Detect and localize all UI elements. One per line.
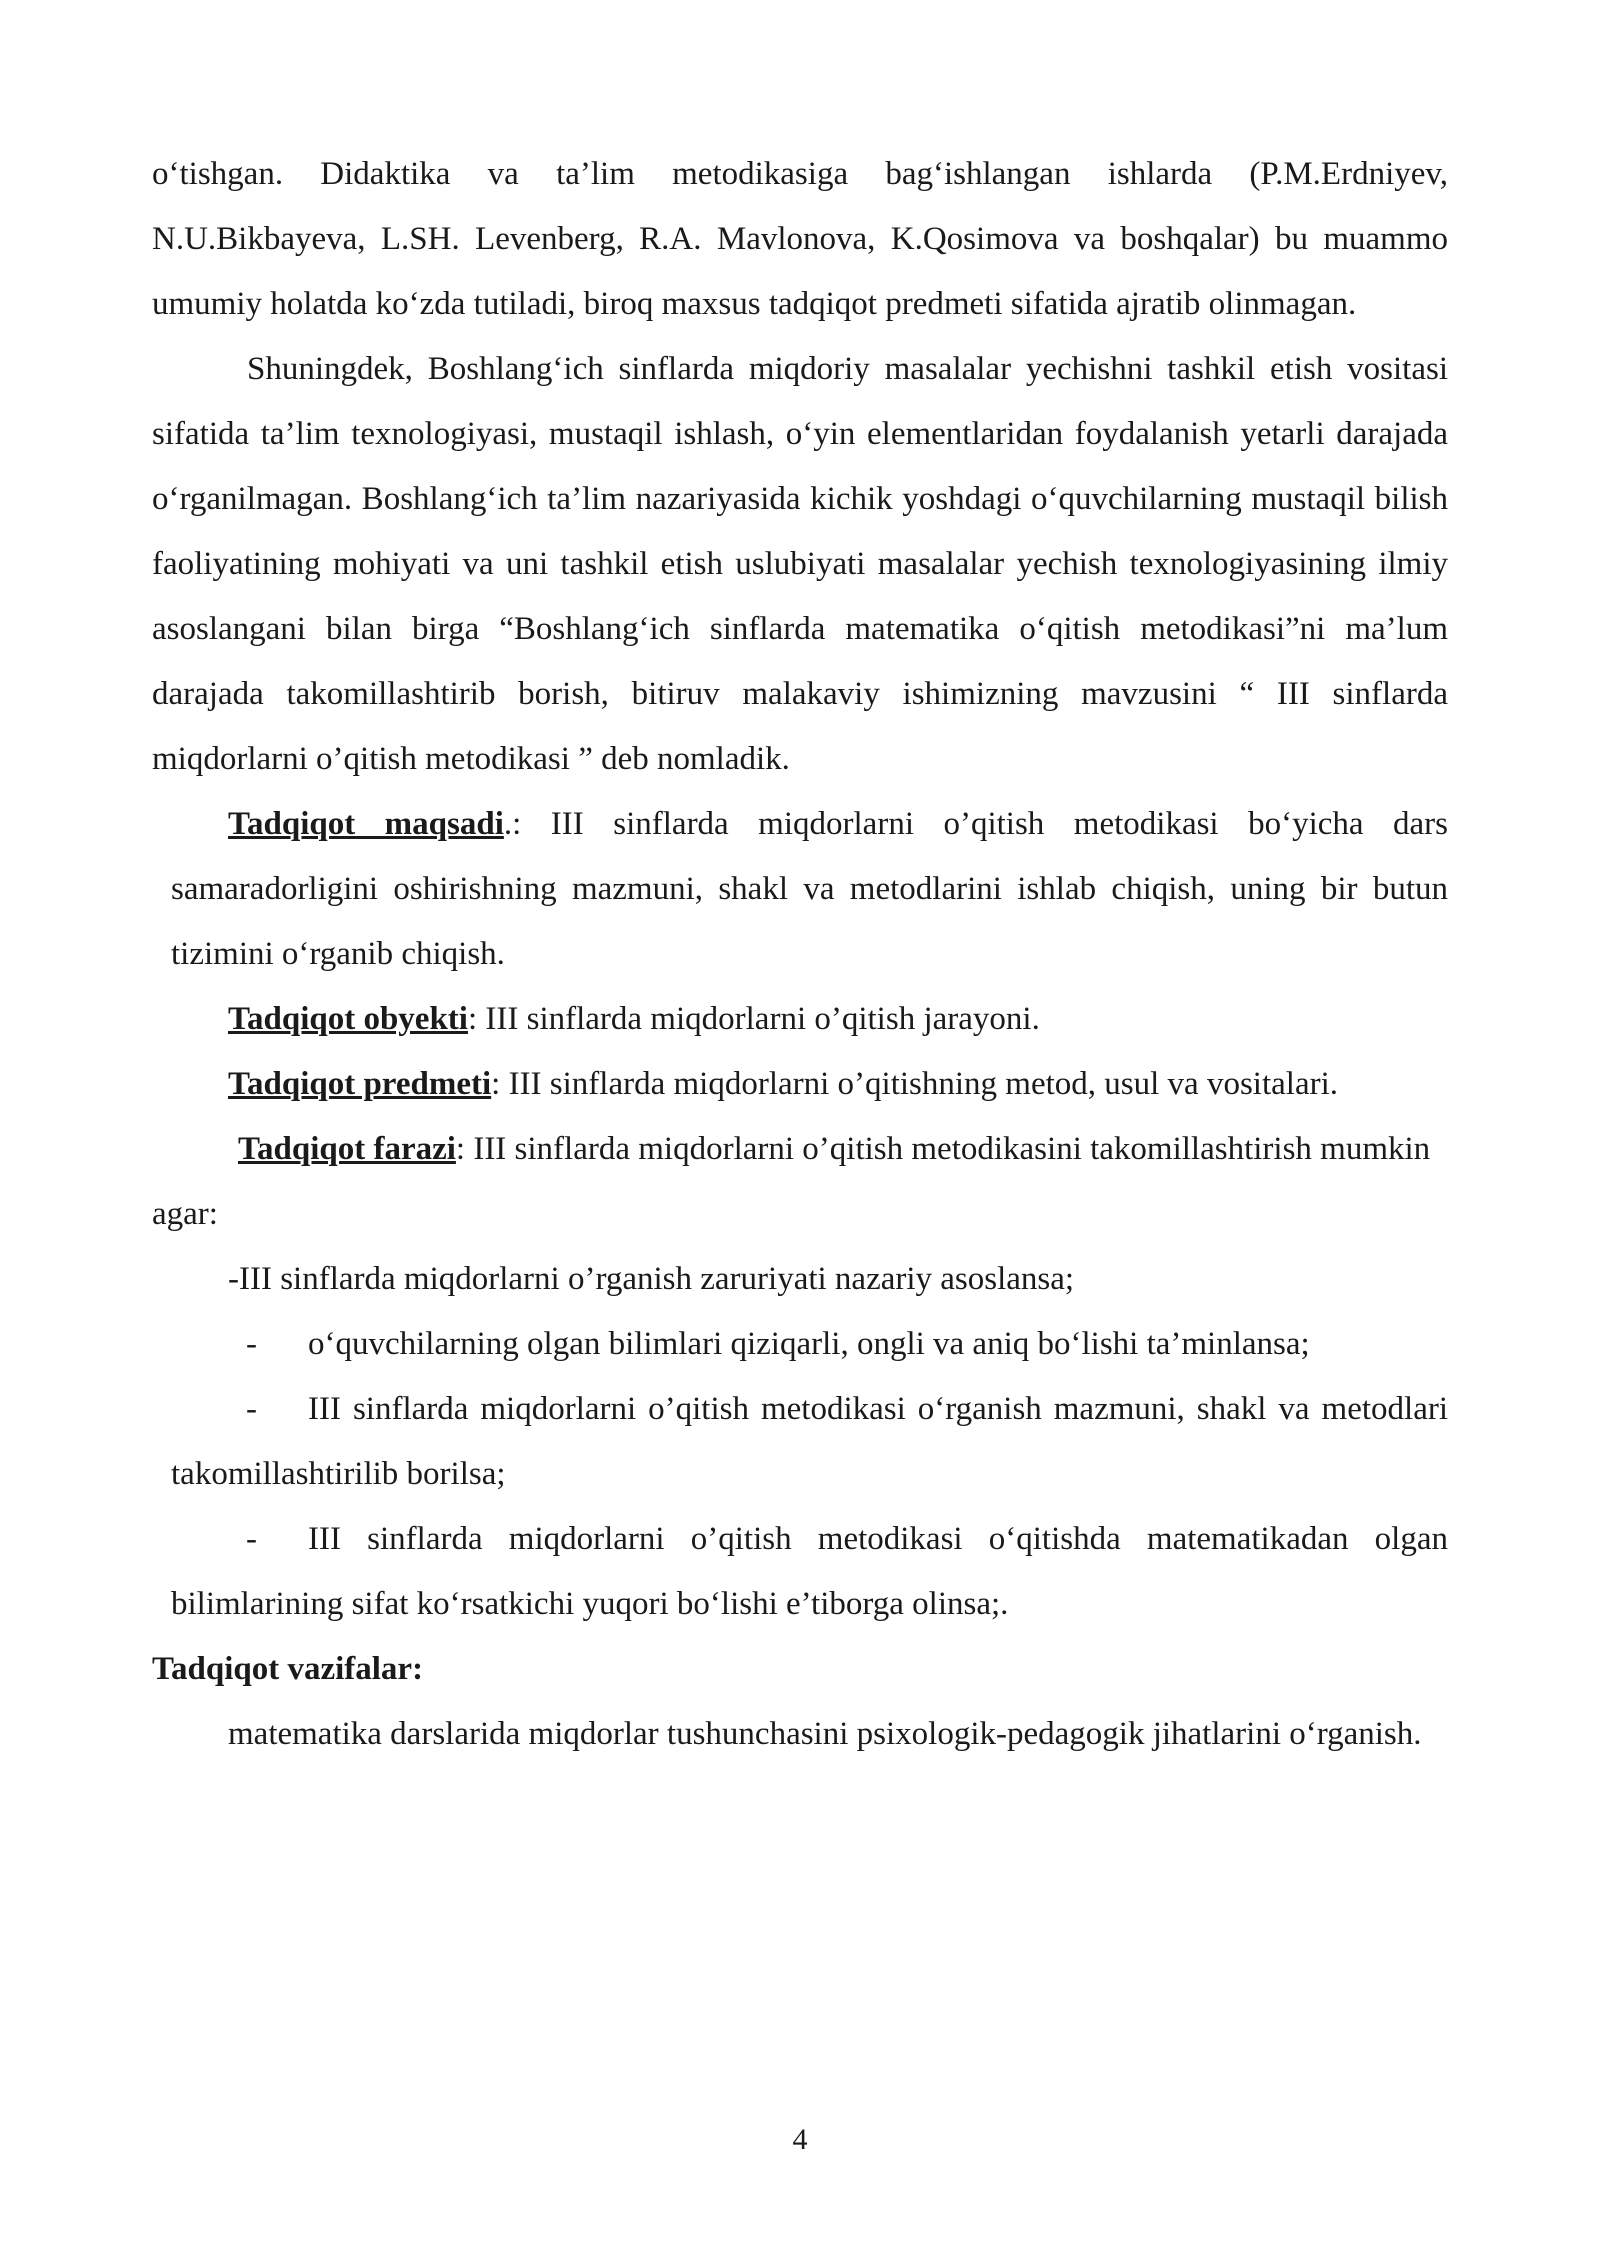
tasks-heading: Tadqiqot vazifalar: bbox=[152, 1651, 424, 1687]
hypothesis-item-text: III sinflarda miqdorlarni o’qitish metodikasi o‘qitishda matematikadan olgan bilimlarining sifat ko‘rsatkichi yuqori bo‘lishi e’tiborga olinsa;. bbox=[171, 1521, 1448, 1622]
list-dash: - bbox=[246, 1391, 257, 1427]
page-number: 4 bbox=[792, 2123, 808, 2156]
research-goal-sep: .: bbox=[503, 806, 522, 842]
research-goal-label: Tadqiqot maqsadi bbox=[228, 806, 504, 842]
hypothesis-item bbox=[152, 1312, 1448, 1377]
tasks-text: matematika darslarida miqdorlar tushunchasini psixologik-pedagogik jihatlarini o‘rganish. bbox=[228, 1716, 1422, 1752]
hypothesis-item: -III sinflarda miqdorlarni o’rganish zaruriyati nazariy asoslansa; bbox=[228, 1261, 1075, 1297]
research-hypothesis-text: III sinflarda miqdorlarni o’qitish metodikasini takomillashtirish mumkin agar: bbox=[152, 1131, 1431, 1232]
research-object-sep: : bbox=[467, 1001, 478, 1037]
research-goal bbox=[152, 792, 1448, 987]
research-subject bbox=[152, 1052, 1448, 1117]
research-hypothesis bbox=[152, 1117, 1448, 1247]
research-hypothesis-label: Tadqiqot farazi bbox=[238, 1131, 456, 1167]
research-subject-text: III sinflarda miqdorlarni o’qitishning metod, usul va vositalari. bbox=[500, 1066, 1338, 1102]
research-subject-label: Tadqiqot predmeti bbox=[228, 1066, 492, 1102]
hypothesis-item-text: o‘quvchilarning olgan bilimlari qiziqarli, ongli va aniq bo‘lishi ta’minlansa; bbox=[308, 1326, 1310, 1362]
research-subject-sep: : bbox=[491, 1066, 501, 1102]
list-dash: - bbox=[246, 1326, 257, 1362]
research-object bbox=[152, 987, 1448, 1052]
research-object-text: III sinflarda miqdorlarni o’qitish jarayoni. bbox=[477, 1001, 1040, 1037]
paragraph-intro: o‘tishgan. Didaktika va ta’lim metodikasiga bag‘ishlangan ishlarda (P.M.Erdniyev, N.U.Bikbayeva, L.SH. Levenberg, R.A. Mavlonova, K.Qosimova va boshqalar) bu muammo umumiy holatda ko‘zda tutiladi, biroq maxsus tadqiqot predmeti sifatida ajratib olinmagan. bbox=[152, 156, 1448, 322]
research-hypothesis-sep: : bbox=[455, 1131, 466, 1167]
list-dash: - bbox=[246, 1521, 257, 1557]
hypothesis-item bbox=[152, 1507, 1448, 1637]
hypothesis-item bbox=[152, 1377, 1448, 1507]
page-content bbox=[152, 142, 1448, 1767]
research-object-label: Tadqiqot obyekti bbox=[228, 1001, 468, 1037]
hypothesis-item-text: III sinflarda miqdorlarni o’qitish metodikasi o‘rganish mazmuni, shakl va metodlari takomillashtirilib borilsa; bbox=[171, 1391, 1448, 1492]
paragraph-shuningdek: Shuningdek, Boshlang‘ich sinflarda miqdoriy masalalar yechishni tashkil etish vositasi sifatida ta’lim texnologiyasi, mustaqil ishlash, o‘yin elementlaridan foydalanish yetarli darajada o‘rganilmagan. Boshlang‘ich ta’lim nazariyasida kichik yoshdagi o‘quvchilarning mustaqil bilish faoliyatining mohiyati va uni tashkil etish uslubiyati masalalar yechish texnologiyasining ilmiy asoslangani bilan birga “Boshlang‘ich sinflarda matematika o‘qitish metodikasi”ni ma’lum darajada takomillashtirib borish, bitiruv malakaviy ishimizning mavzusini “ III sinflarda miqdorlarni o’qitish metodikasi ” deb nomladik. bbox=[152, 351, 1448, 777]
research-goal-text: III sinflarda miqdorlarni o’qitish metodikasi bo‘yicha dars samaradorligini oshirishning mazmuni, shakl va metodlarini ishlab chiqish, uning bir butun tizimini o‘rganib chiqish. bbox=[171, 806, 1448, 972]
